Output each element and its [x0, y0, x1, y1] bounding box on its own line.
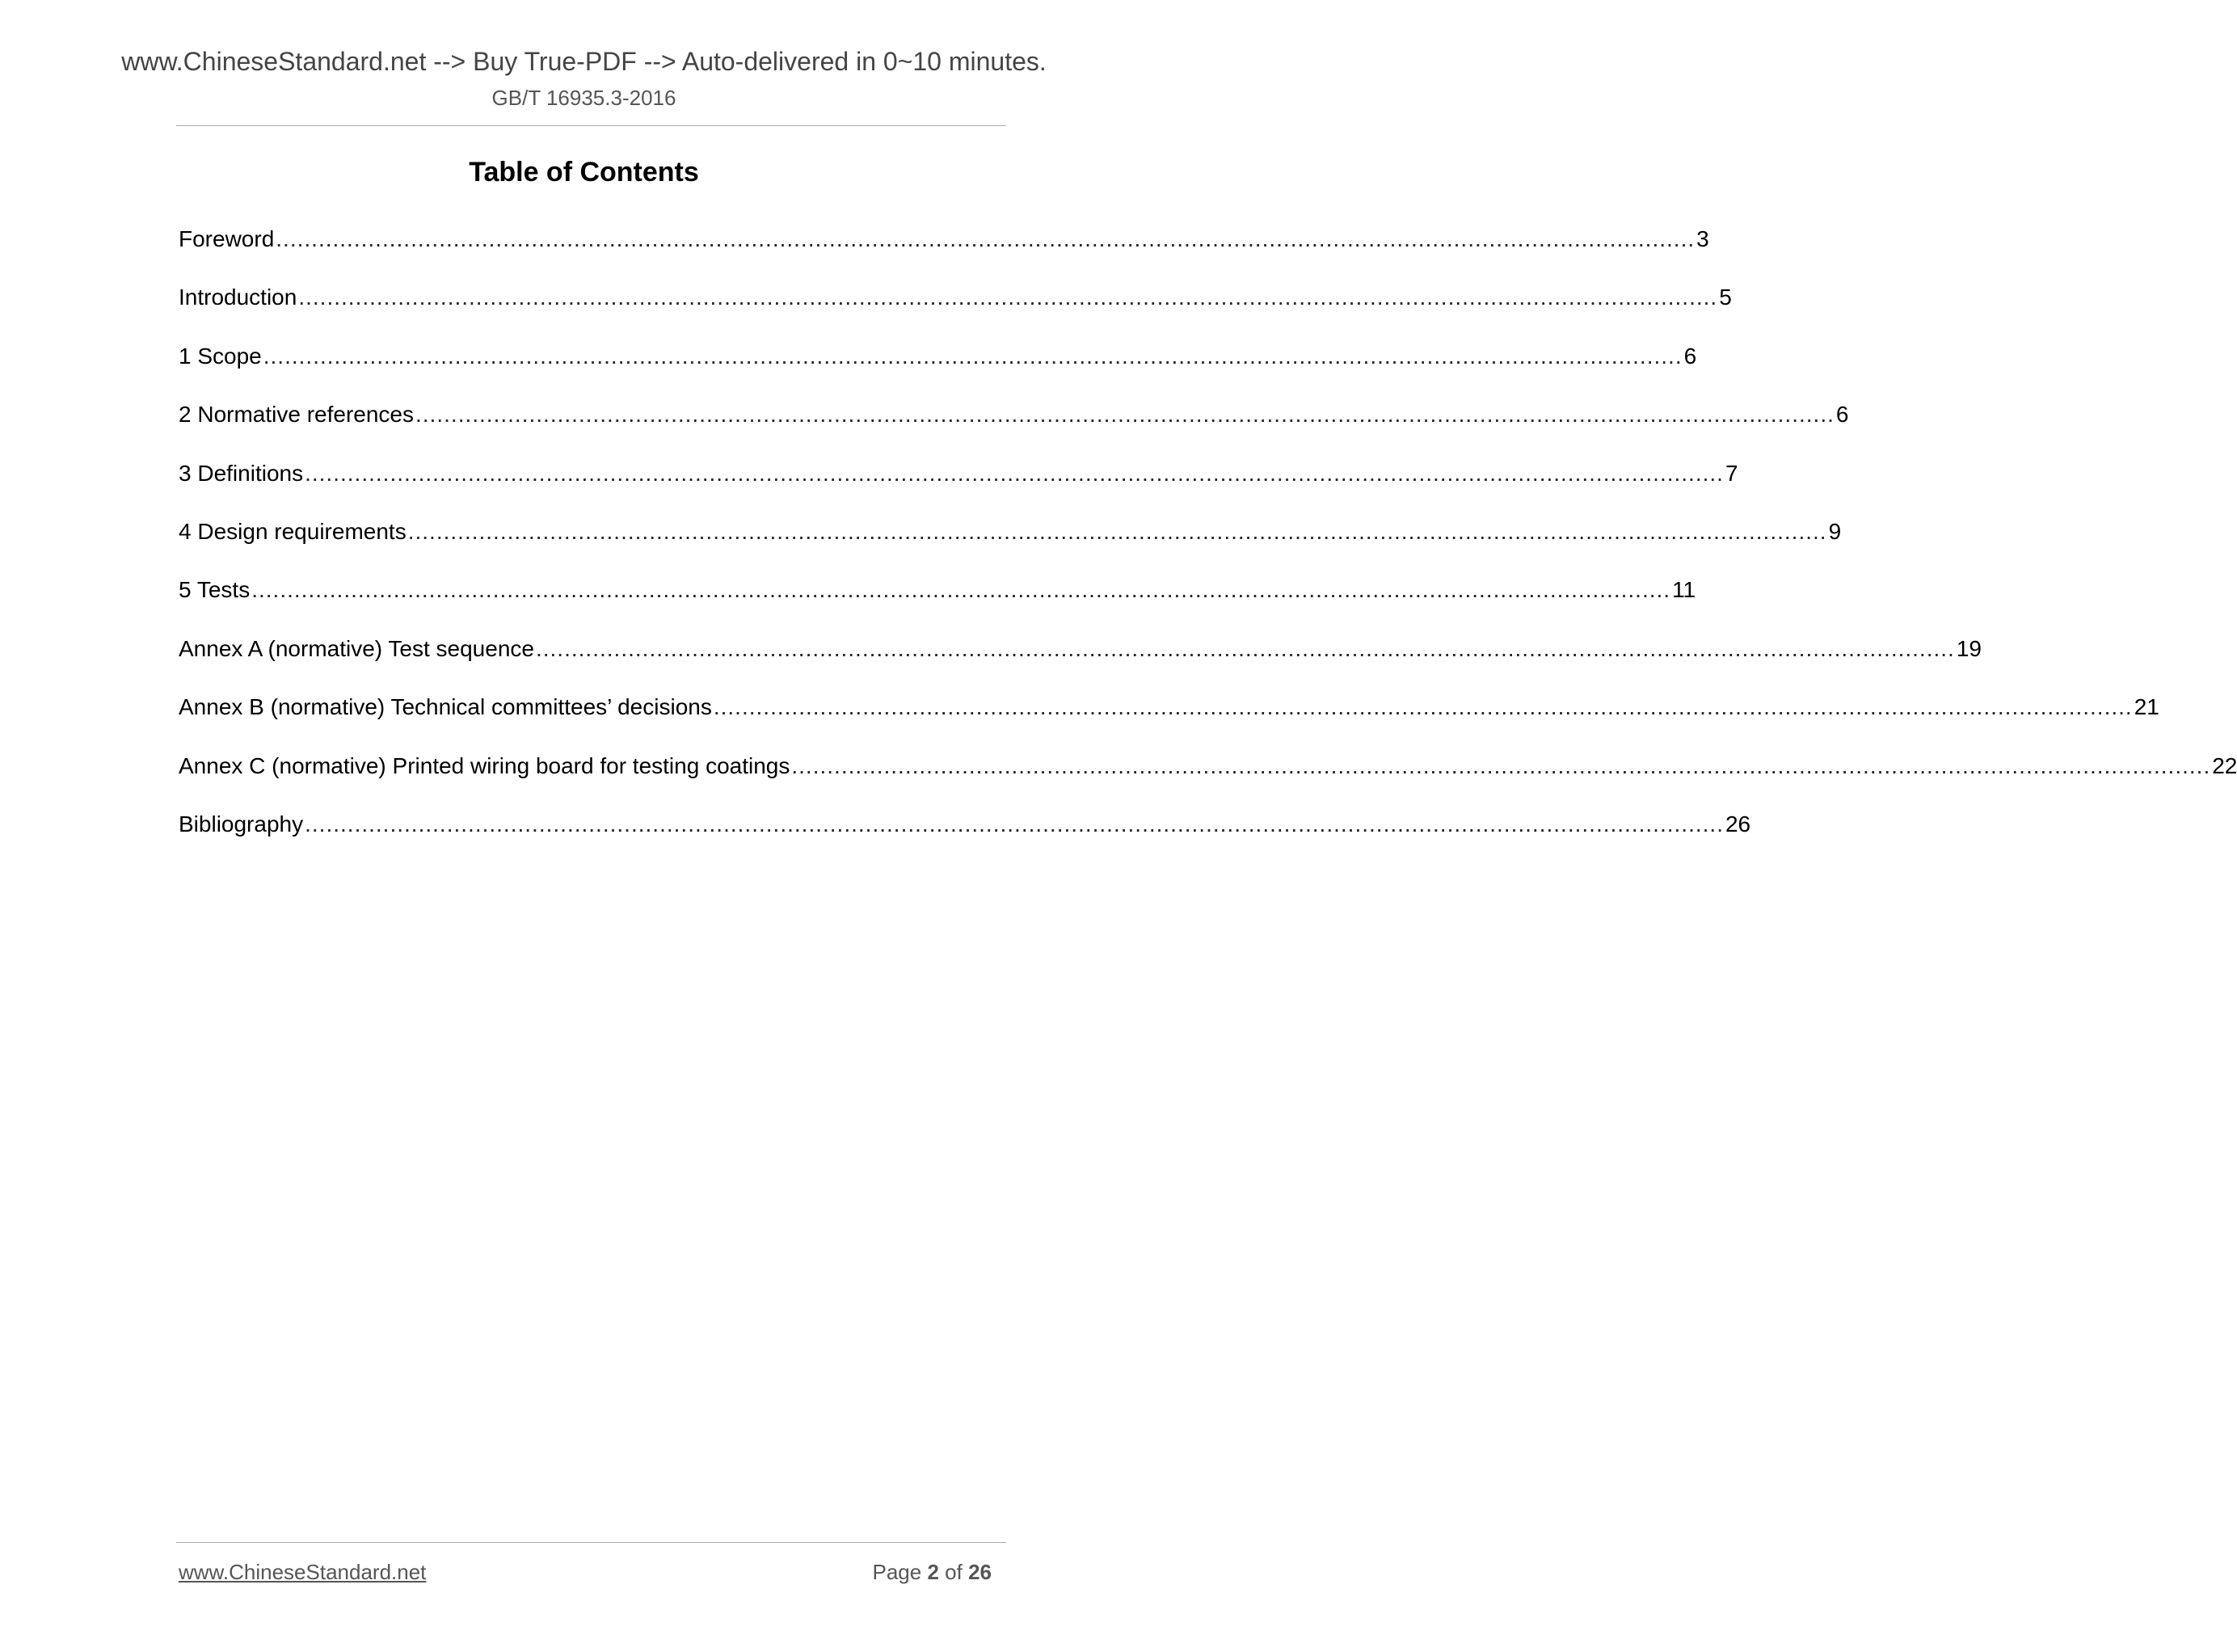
toc-entry-scope[interactable] [179, 340, 1697, 398]
page-of: of [945, 1560, 963, 1584]
toc-dot-leader: ........................................................................................................................................................................................................ [535, 635, 1955, 661]
footer-site-link[interactable]: www.ChineseStandard.net [179, 1560, 427, 1584]
toc-entry-annex-b[interactable] [179, 691, 2159, 749]
toc-entry-text[interactable]: Foreword [179, 226, 275, 251]
toc-title: Table of Contents [469, 157, 699, 188]
page-total: 26 [968, 1560, 992, 1584]
standard-id: GB/T 16935.3-2016 [491, 86, 676, 110]
toc-dot-leader: ........................................................................................................................................................................................................ [305, 811, 1724, 837]
toc-entry-page[interactable]: 26 [1725, 811, 1751, 837]
toc-dot-leader: ........................................................................................................................................................................................................ [276, 226, 1696, 251]
toc-dot-leader: ........................................................................................................................................................................................................ [251, 577, 1671, 603]
footer-divider [176, 1542, 1006, 1543]
toc-entry-page[interactable]: 21 [2134, 694, 2159, 720]
toc-entry-page[interactable]: 3 [1696, 226, 1709, 251]
toc-list [179, 223, 2237, 866]
toc-entry-foreword[interactable] [179, 223, 1709, 281]
toc-dot-leader: ........................................................................................................................................................................................................ [713, 694, 2133, 720]
toc-entry-text[interactable]: 1 Scope [179, 343, 262, 369]
toc-entry-design-requirements[interactable] [179, 516, 1842, 574]
toc-entry-page[interactable]: 9 [1828, 518, 1842, 544]
toc-entry-bibliography[interactable] [179, 808, 1751, 866]
toc-entry-text[interactable]: Annex B (normative) Technical committees’ decisions [179, 694, 712, 720]
toc-dot-leader: ........................................................................................................................................................................................................ [415, 402, 1835, 428]
page-indicator [872, 1560, 992, 1585]
toc-entry-definitions[interactable] [179, 457, 1738, 516]
toc-entry-text[interactable]: 4 Design requirements [179, 518, 407, 544]
toc-entry-text[interactable]: Introduction [179, 284, 297, 310]
toc-entry-page[interactable]: 11 [1672, 577, 1696, 603]
toc-entry-text[interactable]: 5 Tests [179, 577, 251, 603]
toc-entry-text[interactable]: 3 Definitions [179, 460, 304, 486]
toc-dot-leader: ........................................................................................................................................................................................................ [298, 284, 1718, 310]
toc-entry-introduction[interactable] [179, 281, 1732, 339]
toc-dot-leader: ........................................................................................................................................................................................................ [263, 343, 1683, 369]
toc-entry-page[interactable]: 5 [1719, 284, 1732, 310]
toc-entry-annex-c[interactable] [179, 750, 2237, 808]
page-prefix: Page [872, 1560, 922, 1584]
toc-entry-page[interactable]: 6 [1683, 343, 1697, 369]
toc-entry-tests[interactable] [179, 574, 1696, 632]
toc-dot-leader: ........................................................................................................................................................................................................ [305, 460, 1724, 486]
header-divider [176, 125, 1006, 126]
toc-entry-text[interactable]: 2 Normative references [179, 402, 415, 428]
toc-dot-leader: ........................................................................................................................................................................................................ [791, 752, 2211, 778]
toc-entry-text[interactable]: Bibliography [179, 811, 304, 837]
header-banner: www.ChineseStandard.net --> Buy True-PDF --> Auto-delivered in 0~10 minutes. [121, 47, 1047, 76]
toc-dot-leader: ........................................................................................................................................................................................................ [407, 518, 1827, 544]
toc-entry-page[interactable]: 6 [1835, 402, 1849, 428]
toc-entry-page[interactable]: 22 [2212, 752, 2237, 778]
toc-entry-text[interactable]: Annex C (normative) Printed wiring board for testing coatings [179, 752, 790, 778]
toc-entry-normative-references[interactable] [179, 398, 1849, 457]
toc-entry-text[interactable]: Annex A (normative) Test sequence [179, 635, 534, 661]
toc-entry-page[interactable]: 7 [1725, 460, 1738, 486]
toc-entry-annex-a[interactable] [179, 633, 1982, 691]
page-current: 2 [927, 1560, 939, 1584]
toc-entry-page[interactable]: 19 [1956, 635, 1982, 661]
